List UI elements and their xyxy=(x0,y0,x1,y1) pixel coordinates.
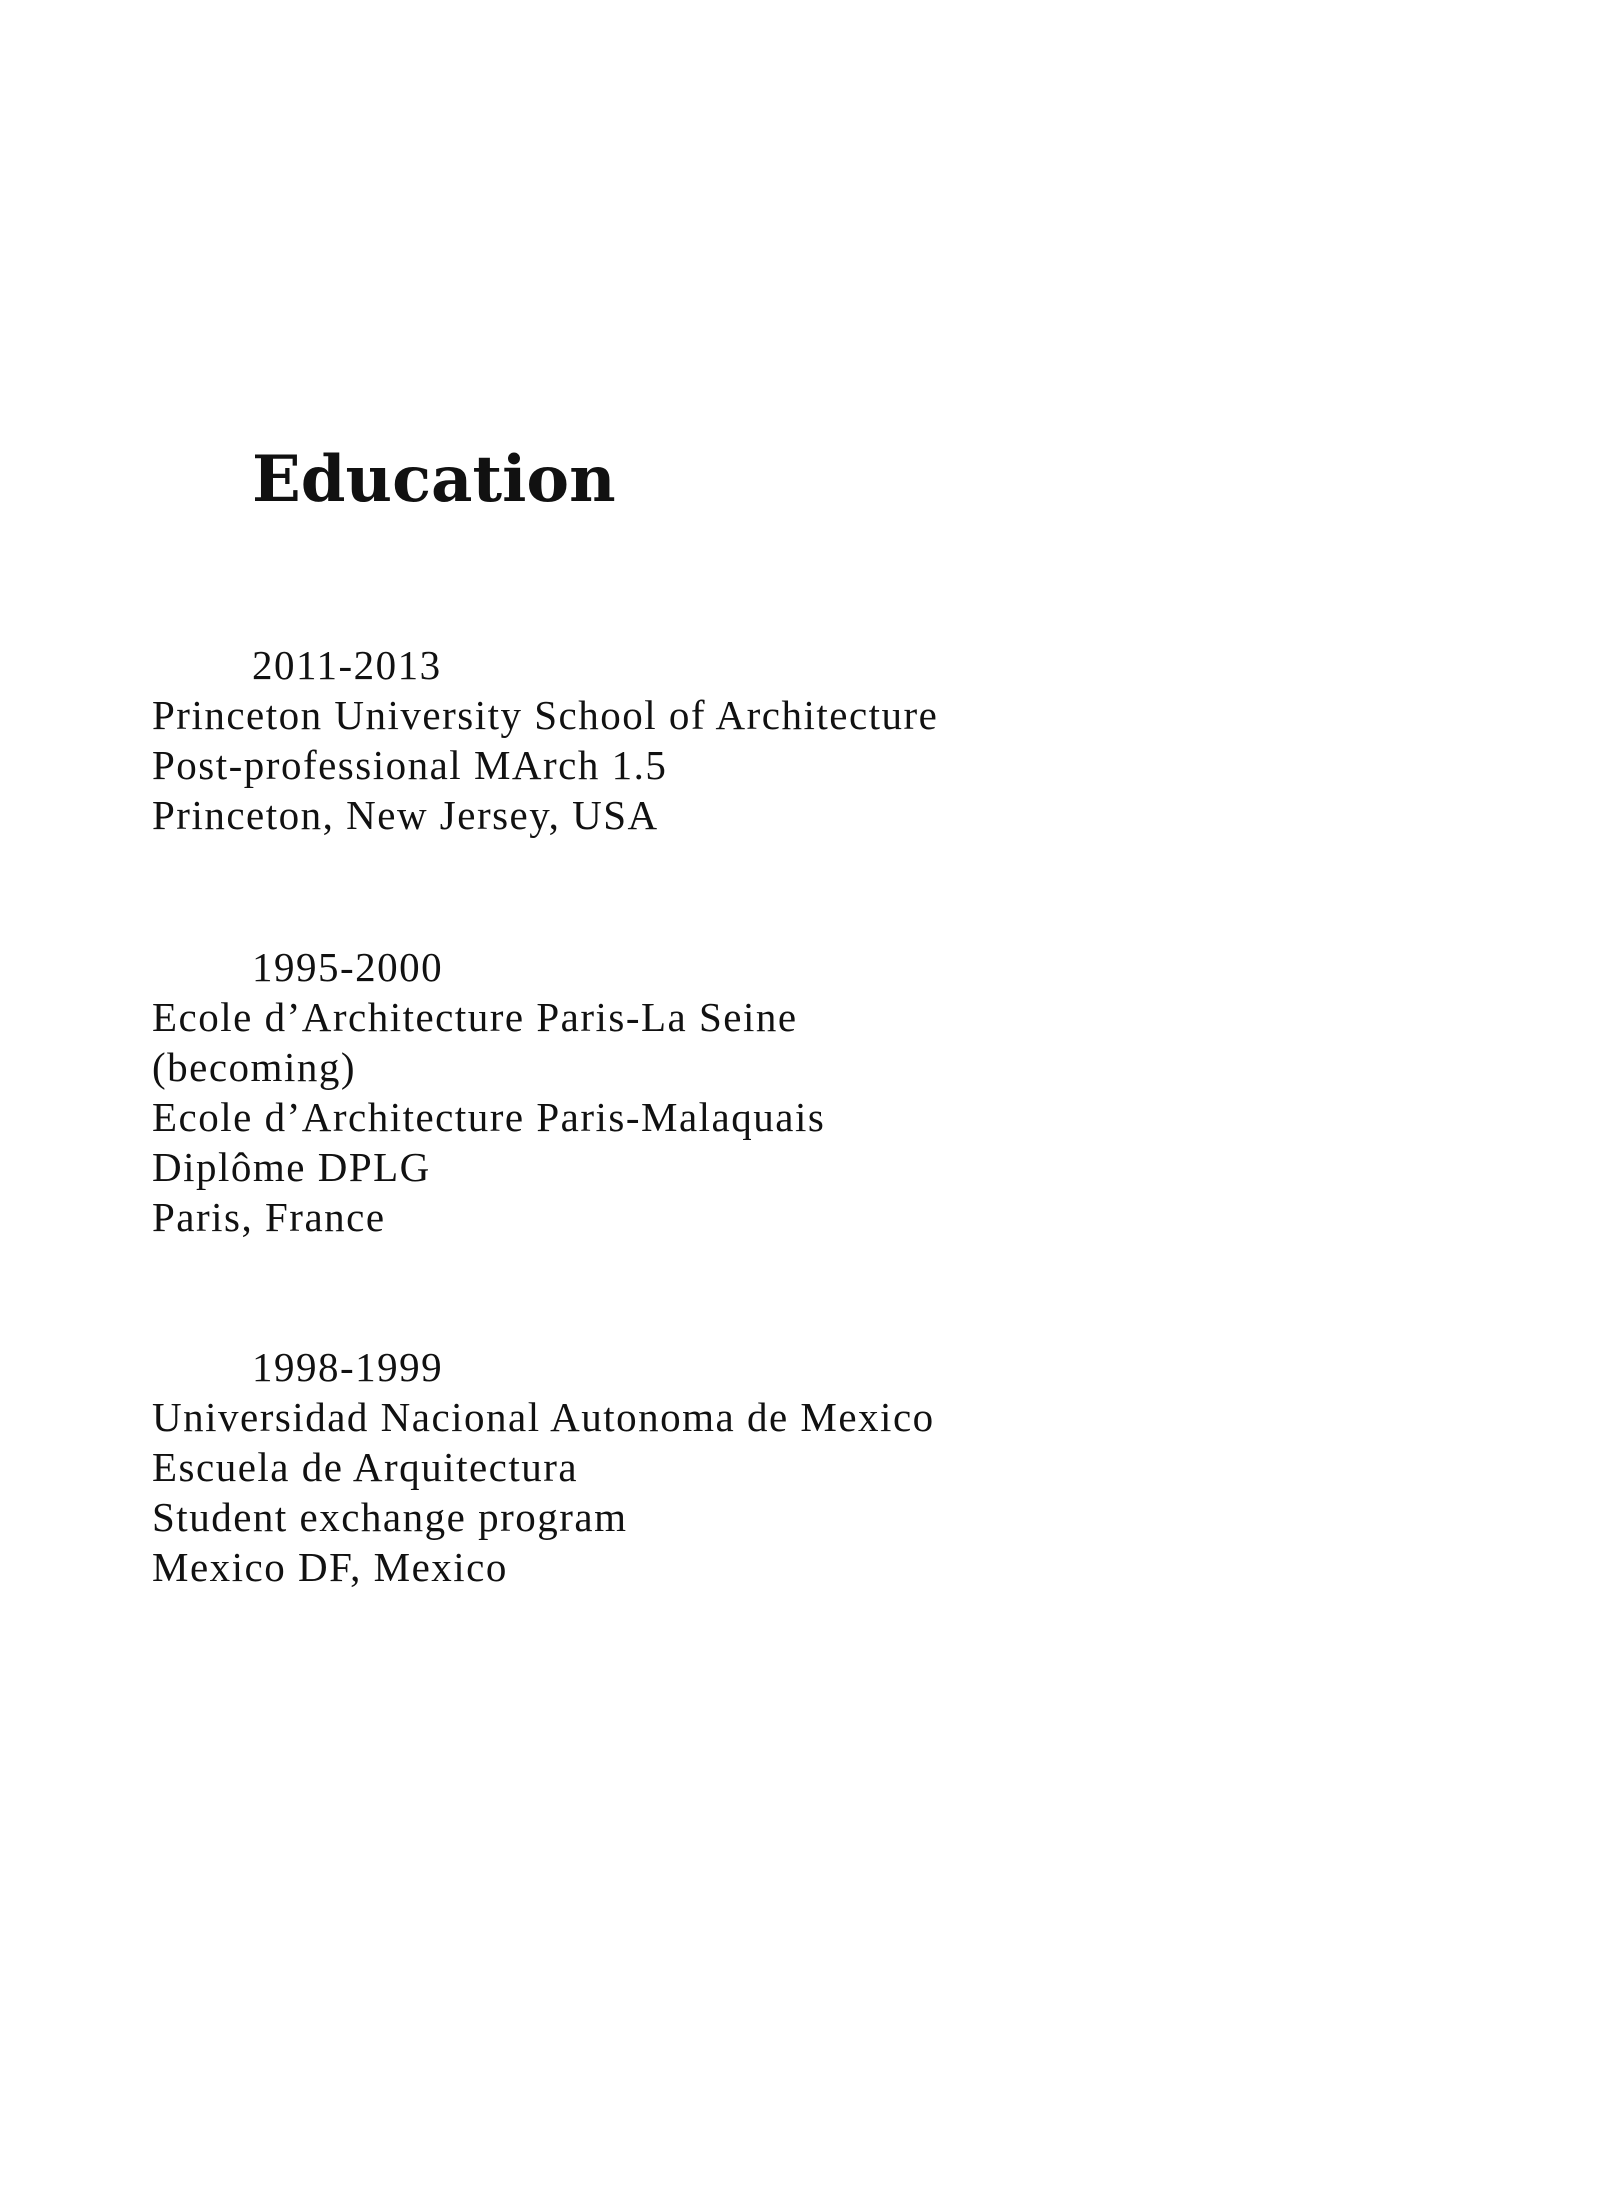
entry-school: Escuela de Arquitectura xyxy=(152,1444,579,1490)
entry-years: 1998-1999 xyxy=(252,1344,444,1390)
entry-note: (becoming) xyxy=(152,1044,356,1090)
entry-location: Paris, France xyxy=(152,1194,386,1240)
entry-degree: Diplôme DPLG xyxy=(152,1144,431,1190)
entry-institution: Ecole d’Architecture Paris-La Seine xyxy=(152,994,798,1040)
entry-degree: Post-professional MArch 1.5 xyxy=(152,742,668,788)
entry-institution-renamed: Ecole d’Architecture Paris-Malaquais xyxy=(152,1094,826,1140)
education-entry-paris xyxy=(152,942,1452,1242)
page-title: Education xyxy=(252,442,616,517)
entry-program: Student exchange program xyxy=(152,1494,628,1540)
entry-years: 2011-2013 xyxy=(252,642,442,688)
entry-institution: Princeton University School of Architecture xyxy=(152,692,939,738)
entry-institution: Universidad Nacional Autonoma de Mexico xyxy=(152,1394,935,1440)
entry-years: 1995-2000 xyxy=(252,944,444,990)
entry-location: Princeton, New Jersey, USA xyxy=(152,792,659,838)
entry-location: Mexico DF, Mexico xyxy=(152,1544,508,1590)
education-entry-princeton xyxy=(152,640,1452,840)
education-entry-mexico xyxy=(152,1342,1452,1592)
